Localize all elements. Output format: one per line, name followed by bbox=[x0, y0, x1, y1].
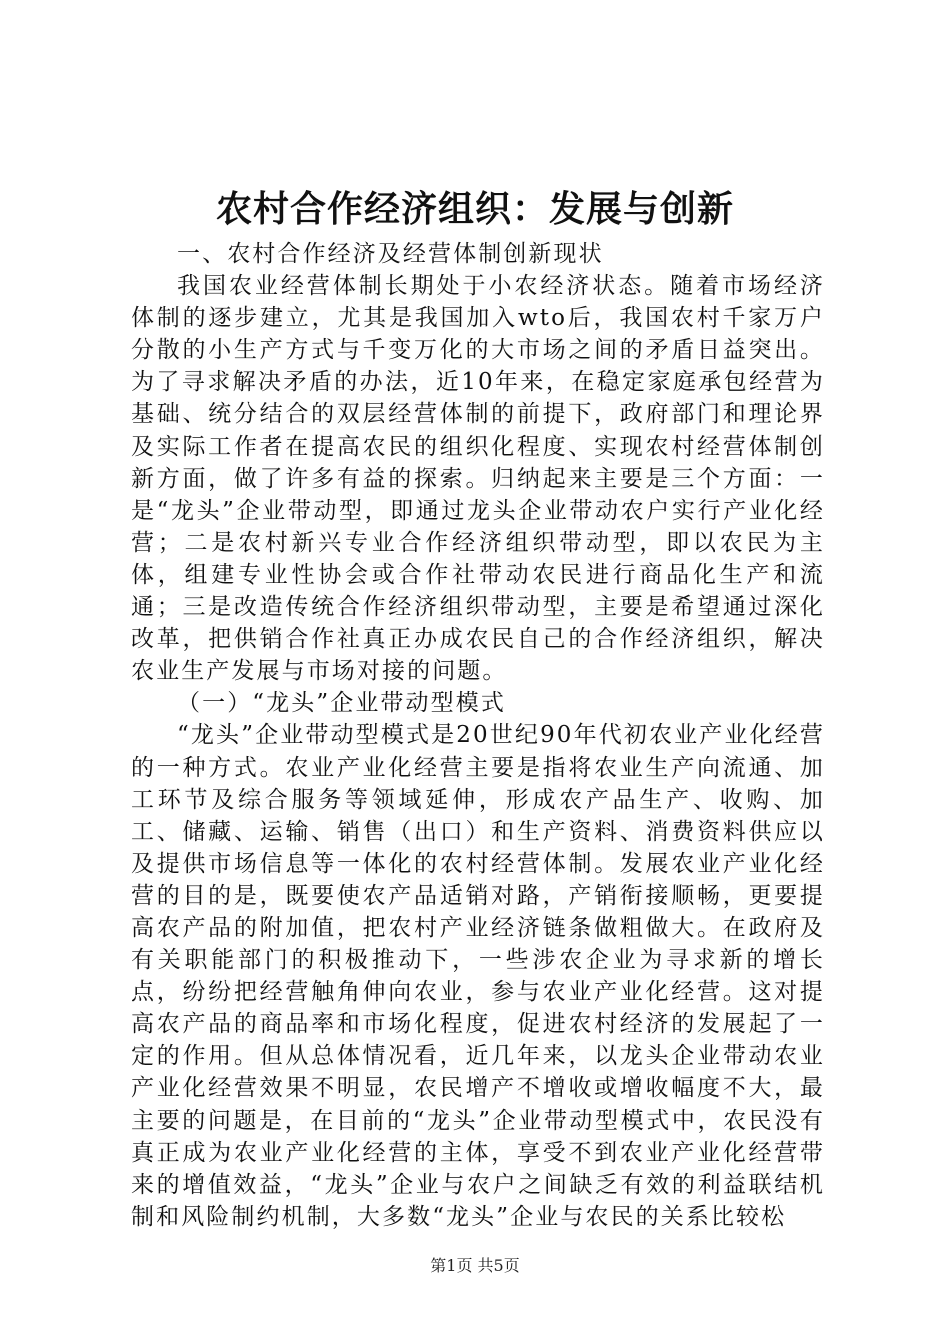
page-number: 第1页 bbox=[430, 1256, 473, 1275]
page-footer bbox=[0, 1255, 950, 1277]
body-paragraph: 我国农业经营体制长期处于小农经济状态。随着市场经济体制的逐步建立，尤其是我国加入wto后，我国农村千家万户分散的小生产方式与千变万化的大市场之间的矛盾日益突出。为了寻求解决矛盾的办法，近10年来，在稳定家庭承包经营为基础、统分结合的双层经营体制的前提下，政府部门和理论界及实际工作者在提高农民的组织化程度、实现农村经营体制创新方面，做了许多有益的探索。归纳起来主要是三个方面：一是“龙头”企业带动型，即通过龙头企业带动农户实行产业化经营；二是农村新兴专业合作经济组织带动型，即以农民为主体，组建专业性协会或合作社带动农民进行商品化生产和流通；三是改造传统合作经济组织带动型，主要是希望通过深化改革，把供销合作社真正办成农民自己的合作经济组织，解决农业生产发展与市场对接的问题。 bbox=[131, 273, 825, 685]
body-paragraph: “龙头”企业带动型模式是20世纪90年代初农业产业化经营的一种方式。农业产业化经营主要是指将农业生产向流通、加工环节及综合服务等领域延伸，形成农产品生产、收购、加工、储藏、运输、销售（出口）和生产资料、消费资料供应以及提供市场信息等一体化的农村经营体制。发展农业产业化经营的目的是，既要使农产品适销对路，产销衔接顺畅，更要提高农产品的附加值，把农村产业经济链条做粗做大。在政府及有关职能部门的积极推动下，一些涉农企业为寻求新的增长点，纷纷把经营触角伸向农业，参与农业产业化经营。这对提高农产品的商品率和市场化程度，促进农村经济的发展起了一定的作用。但从总体情况看，近几年来，以龙头企业带动农业产业化经营效果不明显，农民增产不增收或增收幅度不大，最主要的问题是，在目前的“龙头”企业带动型模式中，农民没有真正成为农业产业化经营的主体，享受不到农业产业化经营带来的增值效益，“龙头”企业与农户之间缺乏有效的利益联结机制和风险制约机制，大多数“龙头”企业与农民的关系比较松 bbox=[131, 722, 825, 1230]
document-body bbox=[131, 238, 825, 1233]
document-title: 农村合作经济组织：发展与创新 bbox=[215, 189, 734, 230]
page-total: 共5页 bbox=[477, 1256, 520, 1275]
section-heading: 一、农村合作经济及经营体制创新现状 bbox=[177, 241, 604, 267]
subsection-heading: （一）“龙头”企业带动型模式 bbox=[177, 690, 506, 717]
